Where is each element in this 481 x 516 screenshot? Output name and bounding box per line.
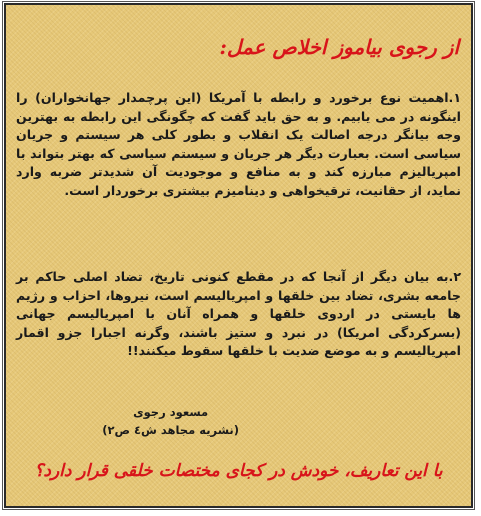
quote-heading: از رجوی بیاموز اخلاص عمل:	[219, 35, 459, 59]
signature-source: (نشریه مجاهد ش٤ ص٢)	[102, 423, 239, 437]
footer-question: با این تعاریف، خودش در کجای مختصات خلقی قرار دارد؟	[34, 461, 443, 481]
quote-paragraph-1: ۱.اهمیت نوع برخورد و رابطه با آمریکا (این پرچمدار جهانخواران) را اینگونه در می یابیم. و به حق باید گفت که چگونگی این رابطه به بهترین وجه بیانگر درجه اصالت یک انقلاب و بطور کلی هر سیستم و جریان سیاسی است. بعبارت دیگر هر جریان و سیستم سیاسی که بهتر بتواند با امپریالیزم مبارزه کند و به منافع و موجودیت آن شدیدتر ضربه وارد نماید، از حقانیت، ترقیخواهی و دینامیزم بیشتری برخوردار است.	[16, 90, 461, 198]
quote-card	[4, 3, 473, 508]
quote-paragraph-2: ۲.به بیان دیگر از آنجا که در مقطع کنونی تاریخ، تضاد اصلی حاکم بر جامعه بشری، تضاد بین خلقها و امپریالیسم است، نیروها، احزاب و رژیم ها بایستی در اردوی خلقها و همراه آنان با امپریالیسم جهانی (بسرکردگی امریکا) در نبرد و ستیز باشند، وگرنه اجبارا جزو اقمار امپریالیسم و به موضع ضدیت با خلقها سقوط میکنند!!	[16, 269, 461, 359]
signature-author: مسعود رجوی	[133, 405, 209, 419]
quote-signature	[102, 403, 239, 439]
